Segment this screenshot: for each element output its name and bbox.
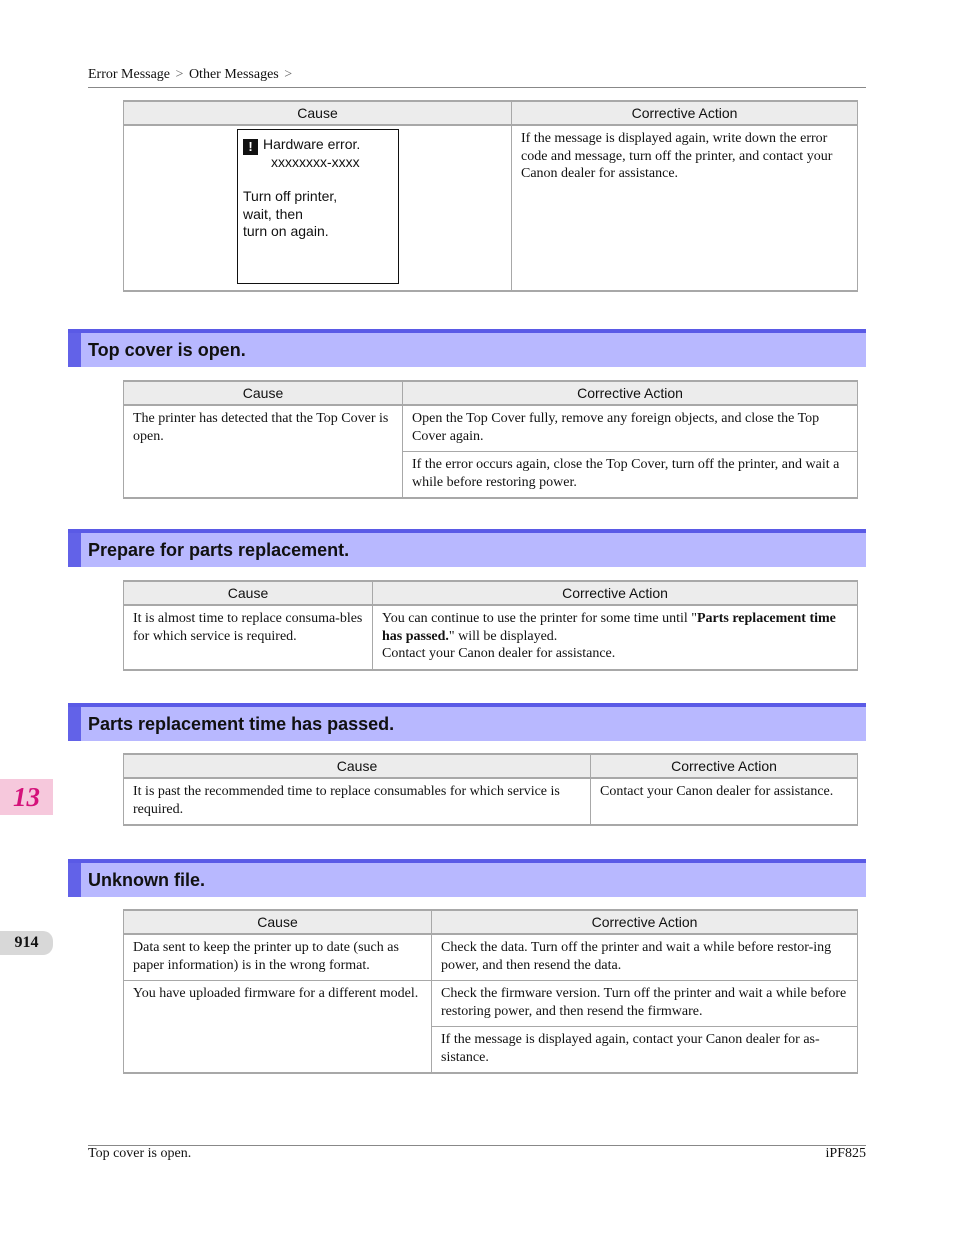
corrective-action-header: Corrective Action (432, 910, 858, 934)
corrective-action-cell (373, 605, 858, 670)
lcd-line-1: Hardware error. (263, 136, 361, 152)
lcd-line-2: xxxxxxxx-xxxx (271, 154, 360, 170)
corrective-action-header: Corrective Action (373, 581, 858, 605)
cause-header: Cause (124, 581, 373, 605)
action-text: " will be displayed. (448, 628, 558, 644)
section-heading (68, 859, 866, 897)
cause-header: Cause (124, 381, 403, 405)
action-text: Contact your Canon dealer for assistance. (382, 646, 616, 661)
footer-divider (88, 1145, 866, 1146)
cause-cell: It is almost time to replace consuma-bles for which service is required. (124, 605, 373, 670)
message-name: Parts replacement time has passed. (382, 611, 836, 644)
cause-header: Cause (124, 754, 591, 778)
corrective-action-header: Corrective Action (512, 101, 858, 125)
action-text: You can continue to use the printer for some time until " (382, 611, 697, 626)
cause-header: Cause (124, 910, 432, 934)
section-title: Top cover is open. (88, 340, 246, 360)
cause-header: Cause (124, 101, 512, 125)
chapter-tab[interactable]: 13 (0, 779, 53, 815)
unknown-file-table (123, 909, 858, 1074)
breadcrumb (88, 67, 294, 83)
cause-cell (124, 125, 512, 291)
corrective-action-cell: Open the Top Cover fully, remove any foreign objects, and close the Top Cover again. (403, 405, 858, 452)
corrective-action-cell: If the message is displayed again, contact your Canon dealer for as-sistance. (432, 1027, 858, 1074)
exclamation-icon: ! (243, 139, 258, 155)
corrective-action-cell: Check the data. Turn off the printer and wait a while before restor-ing power, and then resend the data. (432, 934, 858, 981)
section-title: Parts replacement time has passed. (88, 714, 395, 734)
cause-cell: You have uploaded firmware for a different model. (124, 981, 432, 1074)
top-cover-table (123, 380, 858, 499)
corrective-action-header: Corrective Action (591, 754, 858, 778)
header-divider (88, 87, 866, 88)
breadcrumb-item-error-message[interactable]: Error Message (88, 67, 171, 82)
cause-cell: Data sent to keep the printer up to date (such as paper information) is in the wrong format. (124, 934, 432, 981)
footer-model: iPF825 (825, 1146, 866, 1161)
hardware-error-table (123, 100, 858, 292)
corrective-action-cell: Contact your Canon dealer for assistance. (591, 778, 858, 825)
breadcrumb-separator: > (175, 67, 184, 82)
lcd-line-5: turn on again. (243, 223, 329, 239)
lcd-message-panel (237, 129, 399, 284)
section-heading (68, 703, 866, 741)
footer-section-title: Top cover is open. (88, 1146, 192, 1161)
cause-cell: The printer has detected that the Top Cover is open. (124, 405, 403, 498)
corrective-action-cell: Check the firmware version. Turn off the printer and wait a while before restoring power, and then resend the firmware. (432, 981, 858, 1027)
parts-passed-table (123, 753, 858, 826)
breadcrumb-separator: > (284, 67, 293, 82)
lcd-line-4: wait, then (243, 206, 303, 222)
corrective-action-header: Corrective Action (403, 381, 858, 405)
section-heading (68, 329, 866, 367)
breadcrumb-item-other-messages[interactable]: Other Messages (188, 67, 279, 82)
cause-cell: It is past the recommended time to replace consumables for which service is required. (124, 778, 591, 825)
section-title: Prepare for parts replacement. (88, 540, 350, 560)
section-heading (68, 529, 866, 567)
corrective-action-cell: If the message is displayed again, write down the error code and message, turn off the printer, and contact your Canon dealer for assistance. (512, 125, 858, 291)
prepare-parts-table (123, 580, 858, 671)
lcd-line-3: Turn off printer, (243, 188, 338, 204)
section-title: Unknown file. (88, 870, 205, 890)
page-number: 914 (0, 931, 53, 955)
corrective-action-cell: If the error occurs again, close the Top Cover, turn off the printer, and wait a while before restoring power. (403, 452, 858, 499)
